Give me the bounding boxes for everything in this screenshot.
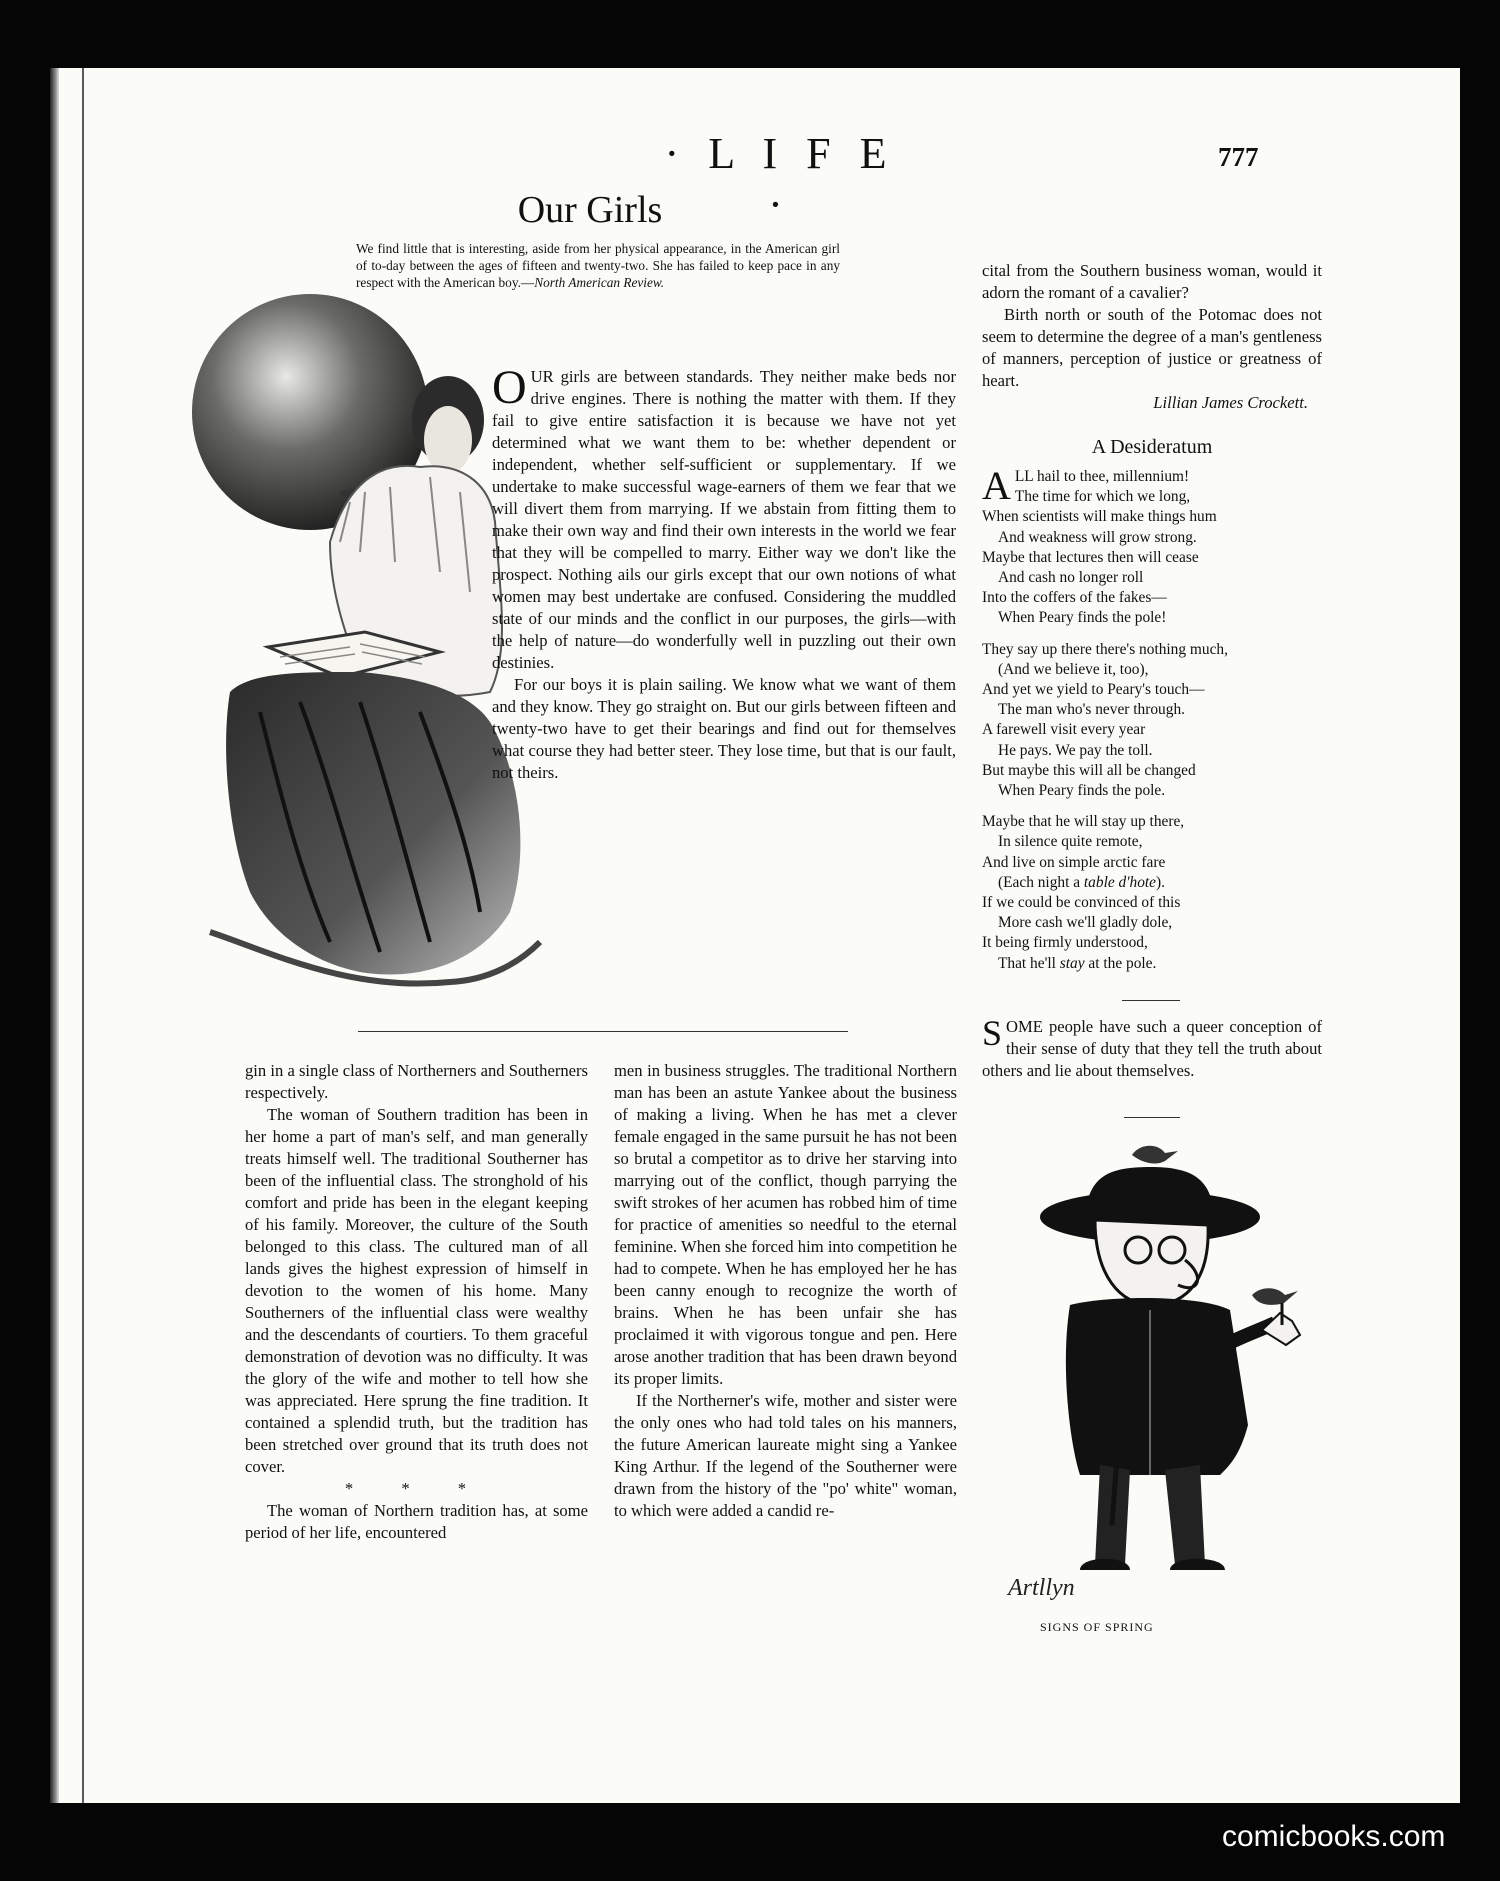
poem-line: Maybe that he will stay up there, bbox=[982, 813, 1185, 831]
poem-line: (Each night a table d'hote). bbox=[998, 873, 1165, 891]
poem-line: And cash no longer roll bbox=[998, 569, 1144, 587]
essay-col3-paragraph-2: Birth north or south of the Potomac does not seem to determine the degree of a man's gentleness of manners, perception of justice or greatness of heart. bbox=[982, 305, 1322, 390]
poem-line: He pays. We pay the toll. bbox=[998, 741, 1153, 759]
essay-col1-paragraph-1: gin in a single class of Northerners and Southerners respectively. bbox=[245, 1061, 588, 1102]
poem-stanza-3 bbox=[982, 812, 1322, 974]
gutter-line bbox=[82, 68, 84, 1803]
essay-col1-paragraph-2: The woman of Southern tradition has been in her home a part of man's self, and man generally treats himself well. The traditional Southerner has been of the influential class. The stronghold of his comfort and pride has been in the elegant keeping of his family. Moreover, the culture of the South belonged to this class. The cultured man of all lands gives the highest expression of himself in devotion to the women of his home. Many Southerners of the influential class were wealthy and the descendants of courtiers. To them graceful demonstration of devotion was no difficulty. It was the glory of the wife and mother to tell how she was appreciated. Here sprung the fine tradition. It contained a splendid truth, but the tradition has been stretched over ground that its truth does not cover. bbox=[245, 1105, 588, 1476]
essay-col2-paragraph-1: men in business struggles. The traditional Northern man has been an astute Yankee about the business of making a living. When he has met a clever female engaged in the same pursuit he has not been so brutal a competitor as to drive her starving into marrying out of the conflict, though parrying the swift strokes of her acumen has robbed him of time for practice of amenities so needful to the eternal feminine. When she forced him into competition he had to compete. When he has employed her he has been canny enough to recognize the worth of brains. When he has been unfair she has proclaimed it with vigorous tongue and pen. Here arose another tradition that has been drawn beyond its proper limits. bbox=[614, 1061, 957, 1388]
poem-line: The time for which we long, bbox=[1014, 488, 1191, 506]
article-dropcap: O bbox=[492, 361, 527, 414]
bird-icon bbox=[1252, 1288, 1298, 1305]
epigraph bbox=[356, 240, 840, 291]
poem-line: Maybe that lectures then will cease bbox=[982, 548, 1199, 566]
article-text bbox=[492, 361, 956, 784]
poem-dropcap: A bbox=[982, 463, 1011, 508]
poem-line: In silence quite remote, bbox=[998, 833, 1143, 851]
section-break-stars: * * * bbox=[344, 1479, 489, 1498]
poem-line: More cash we'll gladly dole, bbox=[998, 914, 1173, 932]
poem-line: If we could be convinced of this bbox=[982, 894, 1181, 912]
essay-signature: Lillian James Crockett. bbox=[1153, 393, 1308, 412]
poem-line: When Peary finds the pole! bbox=[998, 609, 1167, 627]
page-number: 777 bbox=[1218, 142, 1259, 172]
epigraph-text: We find little that is interesting, aside from her physical appearance, in the American girl of to-day between the ages of fifteen and twenty-two. She has failed to keep pace in any respect with the American boy.— bbox=[356, 241, 840, 290]
article-paragraph-1: UR girls are between standards. They neither make beds nor drive engines. There is nothing the matter with them. If they fail to give entire satisfaction it is because we have not yet determined what we want them to be: whether dependent or independent, whether self-sufficient or supplementary. If we undertake to make successful wage-earners of them we fear that we will divert them from marrying. If we abstain from fitting them to make their own way and find their own interests in the world we fear that they will be compelled to marry. Either way we don't like the prospect. Nothing ails our girls except that our own notions of what women may best undertake are confused. Considering the muddled state of our minds and the conflict in our purposes, the girls—with the help of nature—do wonderfully well in puzzling out their own destinies. bbox=[492, 367, 956, 672]
essay-column-2 bbox=[614, 1060, 957, 1522]
poem-line: (And we believe it, too), bbox=[998, 660, 1149, 678]
poem-line: That he'll stay at the pole. bbox=[998, 954, 1157, 972]
essay-col3-paragraph-1: cital from the Southern business woman, would it adorn the romant of a cavalier? bbox=[982, 261, 1322, 302]
essay-column-3 bbox=[982, 260, 1322, 414]
article-paragraph-2: For our boys it is plain sailing. We know what we want of them and they know. They go straight on. But our girls between fifteen and twenty-two have to get their bearings and find out for themselves what course they had better steer. They lose time, but that is our fault, not theirs. bbox=[492, 675, 956, 782]
article-title: Our Girls bbox=[517, 189, 663, 231]
cartoon-caption: SIGNS OF SPRING bbox=[1040, 1620, 1154, 1634]
page-spine bbox=[50, 68, 59, 1803]
poem-line: LL hail to thee, millennium! bbox=[1014, 468, 1190, 485]
poem-line: When scientists will make things hum bbox=[982, 508, 1217, 526]
poem-line: A farewell visit every year bbox=[982, 721, 1146, 739]
poem-line: When Peary finds the pole. bbox=[998, 782, 1166, 800]
poem-title: A Desideratum bbox=[1091, 436, 1213, 458]
section-divider bbox=[358, 1031, 848, 1032]
poem-line: But maybe this will all be changed bbox=[982, 761, 1196, 779]
poem-divider bbox=[1122, 1000, 1180, 1001]
epigraph-source: North American Review. bbox=[534, 275, 665, 290]
quip bbox=[982, 1013, 1322, 1082]
poem-line: They say up there there's nothing much, bbox=[982, 640, 1228, 658]
poem-line: And weakness will grow strong. bbox=[998, 528, 1197, 546]
poem-line: The man who's never through. bbox=[998, 701, 1185, 719]
poem-line: And live on simple arctic fare bbox=[982, 853, 1166, 871]
poem-line: And yet we yield to Peary's touch— bbox=[982, 681, 1205, 699]
poem-stanza-2 bbox=[982, 640, 1322, 802]
masthead: · L I F E · bbox=[664, 129, 896, 229]
watermark-logo: comicbooks.com bbox=[1222, 1820, 1446, 1853]
quip-text: OME people have such a queer conception of their sense of duty that they tell the truth about others and lie about themselves. bbox=[982, 1017, 1322, 1080]
artist-signature: Artllyn bbox=[1008, 1575, 1075, 1601]
cartoon-signs-of-spring bbox=[1000, 1125, 1320, 1620]
poem-stanza-1 bbox=[982, 463, 1322, 629]
poem bbox=[982, 436, 1322, 985]
essay-col1-paragraph-3: The woman of Northern tradition has, at some period of her life, encountered bbox=[245, 1501, 588, 1542]
poem-line: Into the coffers of the fakes— bbox=[982, 589, 1167, 607]
bird-icon bbox=[1132, 1146, 1178, 1164]
essay-col2-paragraph-2: If the Northerner's wife, mother and sister were the only ones who had told tales on his manners, the future American laureate might sing a Yankee King Arthur. If the legend of the Southerner were drawn from the history of the "po' white" woman, to which were added a candid re- bbox=[614, 1391, 957, 1520]
essay-column-1 bbox=[245, 1060, 588, 1544]
quip-divider bbox=[1124, 1117, 1180, 1118]
quip-dropcap: S bbox=[982, 1013, 1003, 1053]
poem-line: It being firmly understood, bbox=[982, 934, 1148, 952]
